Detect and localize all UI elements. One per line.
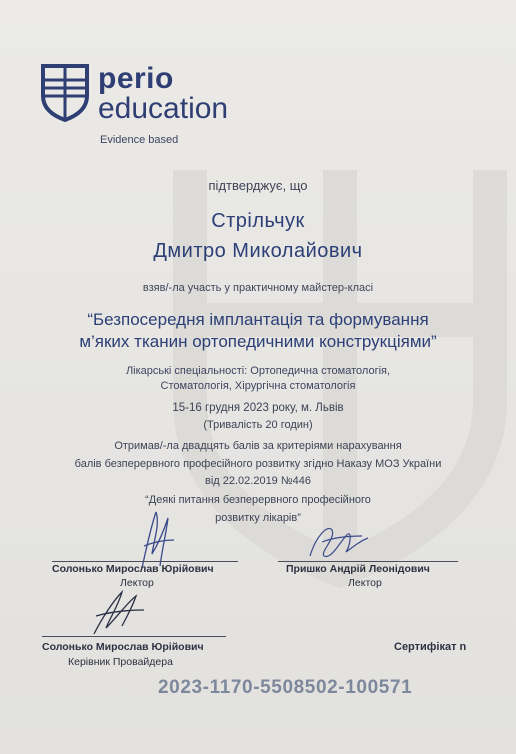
signatory-role: Керівник Провайдера bbox=[68, 656, 173, 668]
signatory-name: Солонько Мирослав Юрійович bbox=[52, 563, 214, 575]
brand-tagline: Evidence based bbox=[100, 134, 179, 146]
signature-line bbox=[42, 636, 226, 637]
signatory-name: Солонько Мирослав Юрійович bbox=[42, 641, 204, 653]
course-title-line-1: “Безпосередня імплантація та формування bbox=[87, 310, 429, 329]
points-line-3: від 22.02.2019 №446 bbox=[204, 475, 312, 487]
signatory-role: Лектор bbox=[348, 577, 382, 589]
brand-name-education: education bbox=[98, 92, 229, 125]
specialties-line-2: Стоматологія, Хірургічна стоматологія bbox=[160, 380, 356, 392]
signatory-role: Лектор bbox=[120, 577, 154, 589]
participation-text: взяв/-ла участь у практичному майстер-класі bbox=[142, 282, 374, 294]
points-line-4: “Деякі питання безперервного професійного bbox=[145, 494, 371, 506]
signatory-name: Пришко Андрій Леонідович bbox=[286, 563, 430, 575]
points-line-2: балів безперервного професійного розвитку згідно Наказу МОЗ України bbox=[74, 458, 442, 470]
signature-line bbox=[52, 561, 238, 562]
signature-icon bbox=[88, 588, 148, 636]
date-place: 15-16 грудня 2023 року, м. Львів bbox=[172, 402, 344, 414]
signature-line bbox=[278, 561, 458, 562]
course-title-line-2: м’яких тканин ортопедичними конструкціями” bbox=[79, 332, 437, 351]
brand-name-perio: perio bbox=[98, 62, 174, 95]
certificate-number: 2023-1170-5508502-100571 bbox=[158, 677, 413, 698]
points-line-5: розвитку лікарів” bbox=[215, 512, 301, 524]
specialties-line-1: Лікарські спеціальності: Ортопедична стоматологія, bbox=[125, 365, 391, 377]
points-line-1: Отримав/-ла двадцять балів за критеріями нарахування bbox=[114, 440, 402, 452]
certificate-number-label: Сертифікат n bbox=[394, 641, 467, 653]
recipient-surname: Стрільчук bbox=[211, 210, 305, 232]
duration-text: (Тривалість 20 годин) bbox=[203, 419, 313, 431]
recipient-given-names: Дмитро Миколайович bbox=[153, 240, 363, 262]
signature-icon bbox=[302, 516, 372, 566]
confirms-text: підтверджує, що bbox=[208, 178, 308, 193]
perio-shield-logo-icon bbox=[40, 64, 90, 122]
